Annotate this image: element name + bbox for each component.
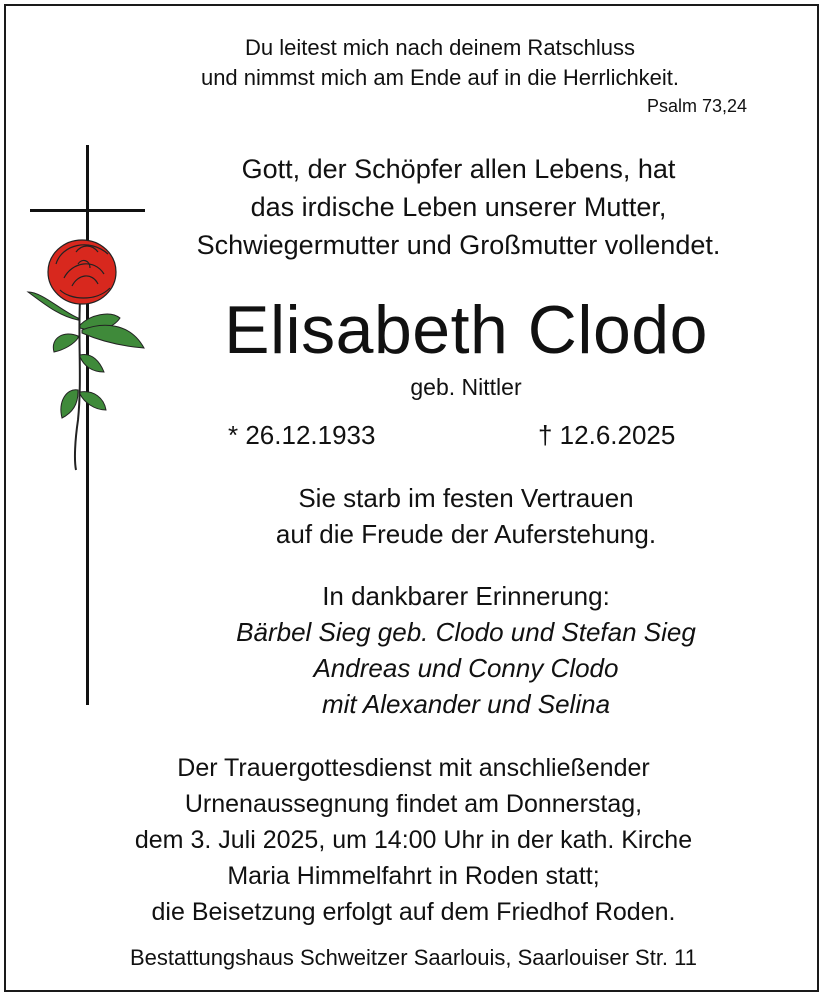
faith-text: [105, 480, 827, 552]
mourner-line: Andreas und Conny Clodo: [313, 653, 619, 683]
service-details: [0, 750, 827, 930]
intro-line: das irdische Leben unserer Mutter,: [250, 192, 667, 222]
mourners-list: [105, 614, 827, 722]
funeral-home: Bestattungshaus Schweitzer Saarlouis, Saarlouiser Str. 11: [129, 945, 697, 970]
service-line: Urnenaussegnung findet am Donnerstag,: [184, 790, 643, 818]
service-line: die Beisetzung erfolgt auf dem Friedhof Roden.: [151, 898, 676, 926]
service-line: dem 3. Juli 2025, um 14:00 Uhr in der kath. Kirche: [134, 826, 693, 854]
intro-line: Gott, der Schöpfer allen Lebens, hat: [241, 154, 676, 184]
deceased-name: Elisabeth Clodo: [224, 292, 708, 368]
faith-line: Sie starb im festen Vertrauen: [298, 483, 634, 513]
psalm-line: Du leitest mich nach deinem Ratschluss: [244, 35, 636, 60]
death-date: † 12.6.2025: [538, 420, 676, 450]
intro-line: Schwiegermutter und Großmutter vollendet.: [196, 230, 721, 260]
mourner-line: mit Alexander und Selina: [321, 689, 611, 719]
psalm-verse: [90, 33, 790, 93]
faith-line: auf die Freude der Auferstehung.: [275, 519, 657, 549]
mourner-line: Bärbel Sieg geb. Clodo und Stefan Sieg: [236, 617, 696, 647]
psalm-line: und nimmst mich am Ende auf in die Herrlichkeit.: [200, 65, 680, 90]
birth-date: * 26.12.1933: [228, 420, 376, 450]
gratitude-heading: In dankbarer Erinnerung:: [322, 581, 610, 611]
psalm-reference: Psalm 73,24: [646, 96, 747, 116]
service-line: Maria Himmelfahrt in Roden statt;: [227, 862, 600, 890]
intro-text: [90, 150, 827, 264]
service-line: Der Trauergottesdienst mit anschließender: [177, 754, 650, 782]
maiden-name: geb. Nittler: [410, 374, 522, 400]
